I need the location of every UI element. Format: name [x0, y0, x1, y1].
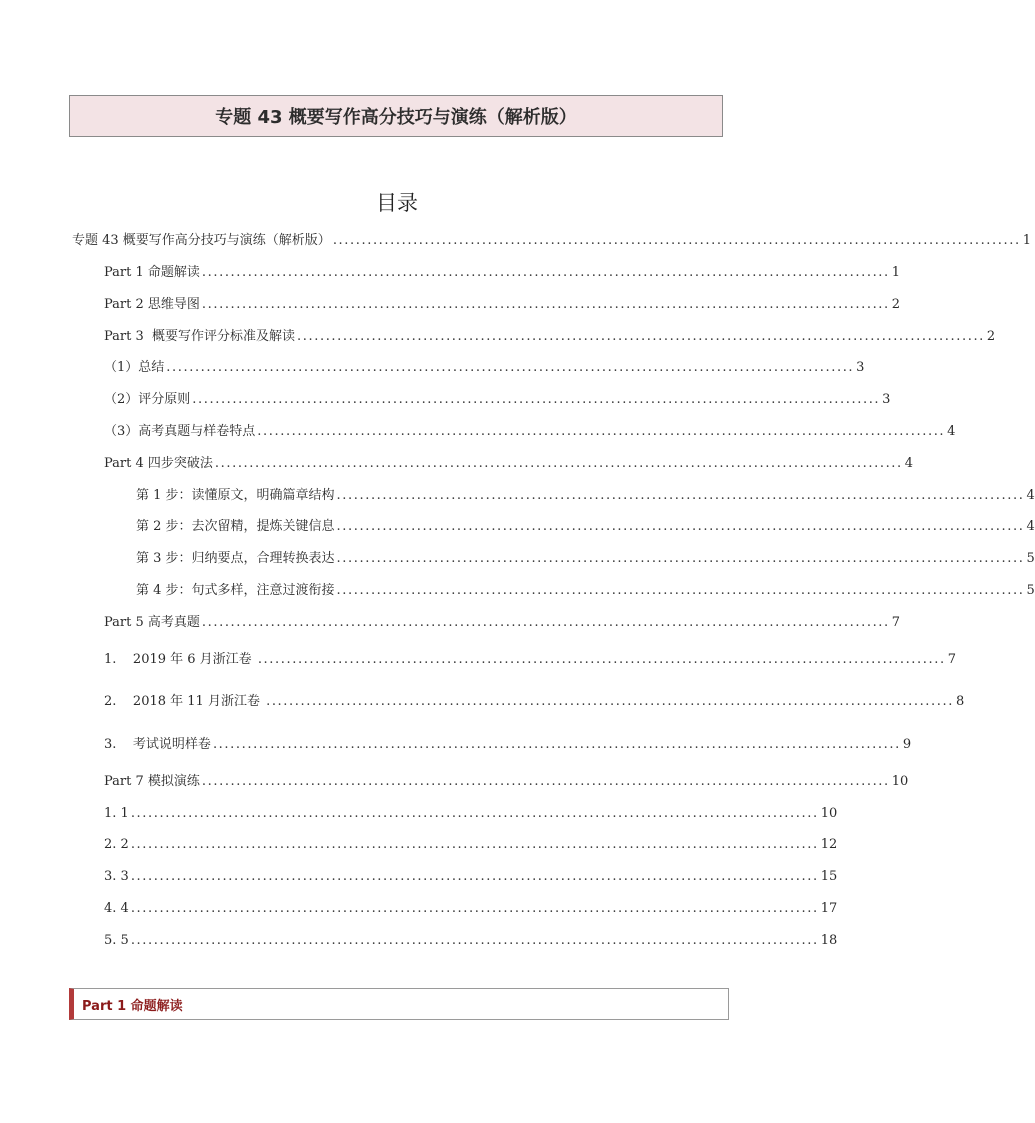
toc-entry-label: 2. 2018 年 11 月浙江卷	[104, 694, 265, 709]
toc-entry[interactable]	[72, 233, 1031, 249]
toc-entry[interactable]	[104, 329, 996, 345]
toc-leader-dots: ........................................................................................................................	[201, 297, 890, 312]
toc-entry-label: 2. 2	[104, 837, 129, 852]
toc-entry-label: （2）评分原则	[104, 392, 191, 407]
toc-leader-dots: ........................................................................................................................	[297, 329, 985, 344]
toc-entry-page: 10	[891, 774, 909, 789]
toc-entry[interactable]	[136, 551, 1035, 567]
document-title-banner	[69, 95, 723, 137]
toc-entry-label: Part 5 高考真题	[104, 615, 200, 630]
toc-entry-label: Part 4 四步突破法	[104, 456, 213, 471]
toc-leader-dots: ........................................................................................................................	[130, 901, 819, 916]
toc-entry-page: 1	[891, 265, 901, 280]
toc-entry[interactable]	[136, 519, 1035, 535]
toc-leader-dots: ........................................................................................................................	[257, 424, 946, 439]
toc-entry[interactable]	[104, 424, 956, 440]
toc-entry-label: 3. 考试说明样卷	[104, 737, 211, 752]
toc-entry-page: 4	[947, 424, 956, 439]
toc-entry-label: Part 2 思维导图	[104, 297, 200, 312]
toc-entry-label: （1）总结	[104, 360, 165, 375]
toc-leader-dots: ........................................................................................................................	[201, 265, 890, 280]
toc-leader-dots: ........................................................................................................................	[130, 869, 819, 884]
toc-entry-page: 8	[955, 694, 965, 709]
toc-entry-label: （3）高考真题与样卷特点	[104, 424, 256, 439]
toc-entry-label: Part 7 模拟演练	[104, 774, 200, 789]
toc-leader-dots: ........................................................................................................................	[336, 551, 1025, 566]
toc-entry[interactable]	[104, 456, 914, 472]
toc-entry-label: 1. 2019 年 6 月浙江卷	[104, 652, 256, 667]
toc-leader-dots: ........................................................................................................................	[212, 737, 901, 752]
toc-entry[interactable]	[104, 360, 865, 376]
toc-entry[interactable]	[104, 694, 965, 710]
section-heading: Part 1 命题解读	[82, 998, 183, 1014]
section-heading-banner	[69, 988, 729, 1020]
toc-entry-page: 7	[947, 652, 956, 667]
toc-entry-label: 4. 4	[104, 901, 129, 916]
toc-entry[interactable]	[104, 806, 838, 822]
toc-entry[interactable]	[104, 737, 912, 753]
toc-entry-label: 第 1 步：读懂原文，明确篇章结构	[136, 488, 335, 503]
toc-entry[interactable]	[104, 265, 901, 281]
toc-entry-page: 10	[820, 806, 838, 821]
toc-entry-label: Part 3 概要写作评分标准及解读	[104, 329, 296, 344]
toc-entry-page: 17	[820, 901, 838, 916]
toc-entry[interactable]	[104, 901, 838, 917]
toc-leader-dots: ........................................................................................................................	[336, 583, 1025, 598]
toc-entry[interactable]	[104, 652, 956, 668]
toc-entry-page: 2	[986, 329, 996, 344]
toc-entry[interactable]	[104, 837, 838, 853]
toc-entry-page: 2	[891, 297, 901, 312]
toc-leader-dots: ........................................................................................................................	[257, 652, 946, 667]
toc-entry[interactable]	[104, 297, 901, 313]
toc-entry-page: 5	[1026, 583, 1035, 598]
toc-entry-page: 15	[820, 869, 838, 884]
toc-entry-label: 3. 3	[104, 869, 129, 884]
toc-entry-page: 7	[891, 615, 901, 630]
toc-heading: 目录	[376, 191, 418, 215]
toc-leader-dots: ........................................................................................................................	[130, 933, 819, 948]
toc-leader-dots: ........................................................................................................................	[336, 488, 1025, 503]
toc-leader-dots: ........................................................................................................................	[332, 233, 1021, 248]
toc-entry-label: 专题 43 概要写作高分技巧与演练（解析版）	[72, 233, 331, 248]
toc-entry-label: 1. 1	[104, 806, 129, 821]
toc-leader-dots: ........................................................................................................................	[201, 615, 890, 630]
toc-entry[interactable]	[104, 774, 909, 790]
toc-entry-label: 第 2 步：去次留精，提炼关键信息	[136, 519, 335, 534]
toc-entry-page: 3	[882, 392, 891, 407]
toc-entry-page: 4	[1026, 519, 1035, 534]
toc-entry[interactable]	[104, 615, 901, 631]
toc-entry-page: 1	[1022, 233, 1031, 248]
toc-entry-page: 4	[904, 456, 914, 471]
toc-entry-page: 4	[1026, 488, 1035, 503]
document-title: 专题 43 概要写作高分技巧与演练（解析版）	[215, 107, 577, 128]
toc-entry-label: 第 3 步：归纳要点，合理转换表达	[136, 551, 335, 566]
toc-leader-dots: ........................................................................................................................	[266, 694, 954, 709]
toc-entry[interactable]	[104, 392, 891, 408]
toc-leader-dots: ........................................................................................................................	[214, 456, 903, 471]
toc-entry-page: 5	[1026, 551, 1035, 566]
toc-leader-dots: ........................................................................................................................	[192, 392, 881, 407]
toc-entry-label: 5. 5	[104, 933, 129, 948]
toc-leader-dots: ........................................................................................................................	[130, 837, 819, 852]
toc-leader-dots: ........................................................................................................................	[336, 519, 1025, 534]
toc-entry[interactable]	[136, 488, 1035, 504]
toc-entry[interactable]	[104, 869, 838, 885]
toc-leader-dots: ........................................................................................................................	[201, 774, 890, 789]
toc-entry-page: 3	[856, 360, 865, 375]
toc-leader-dots: ........................................................................................................................	[166, 360, 855, 375]
toc-entry-page: 18	[820, 933, 838, 948]
toc-entry[interactable]	[104, 933, 838, 949]
toc-entry-label: Part 1 命题解读	[104, 265, 200, 280]
toc-entry[interactable]	[136, 583, 1035, 599]
toc-entry-label: 第 4 步：句式多样，注意过渡衔接	[136, 583, 335, 598]
toc-entry-page: 12	[820, 837, 838, 852]
toc-entry-page: 9	[902, 737, 912, 752]
toc-leader-dots: ........................................................................................................................	[130, 806, 819, 821]
